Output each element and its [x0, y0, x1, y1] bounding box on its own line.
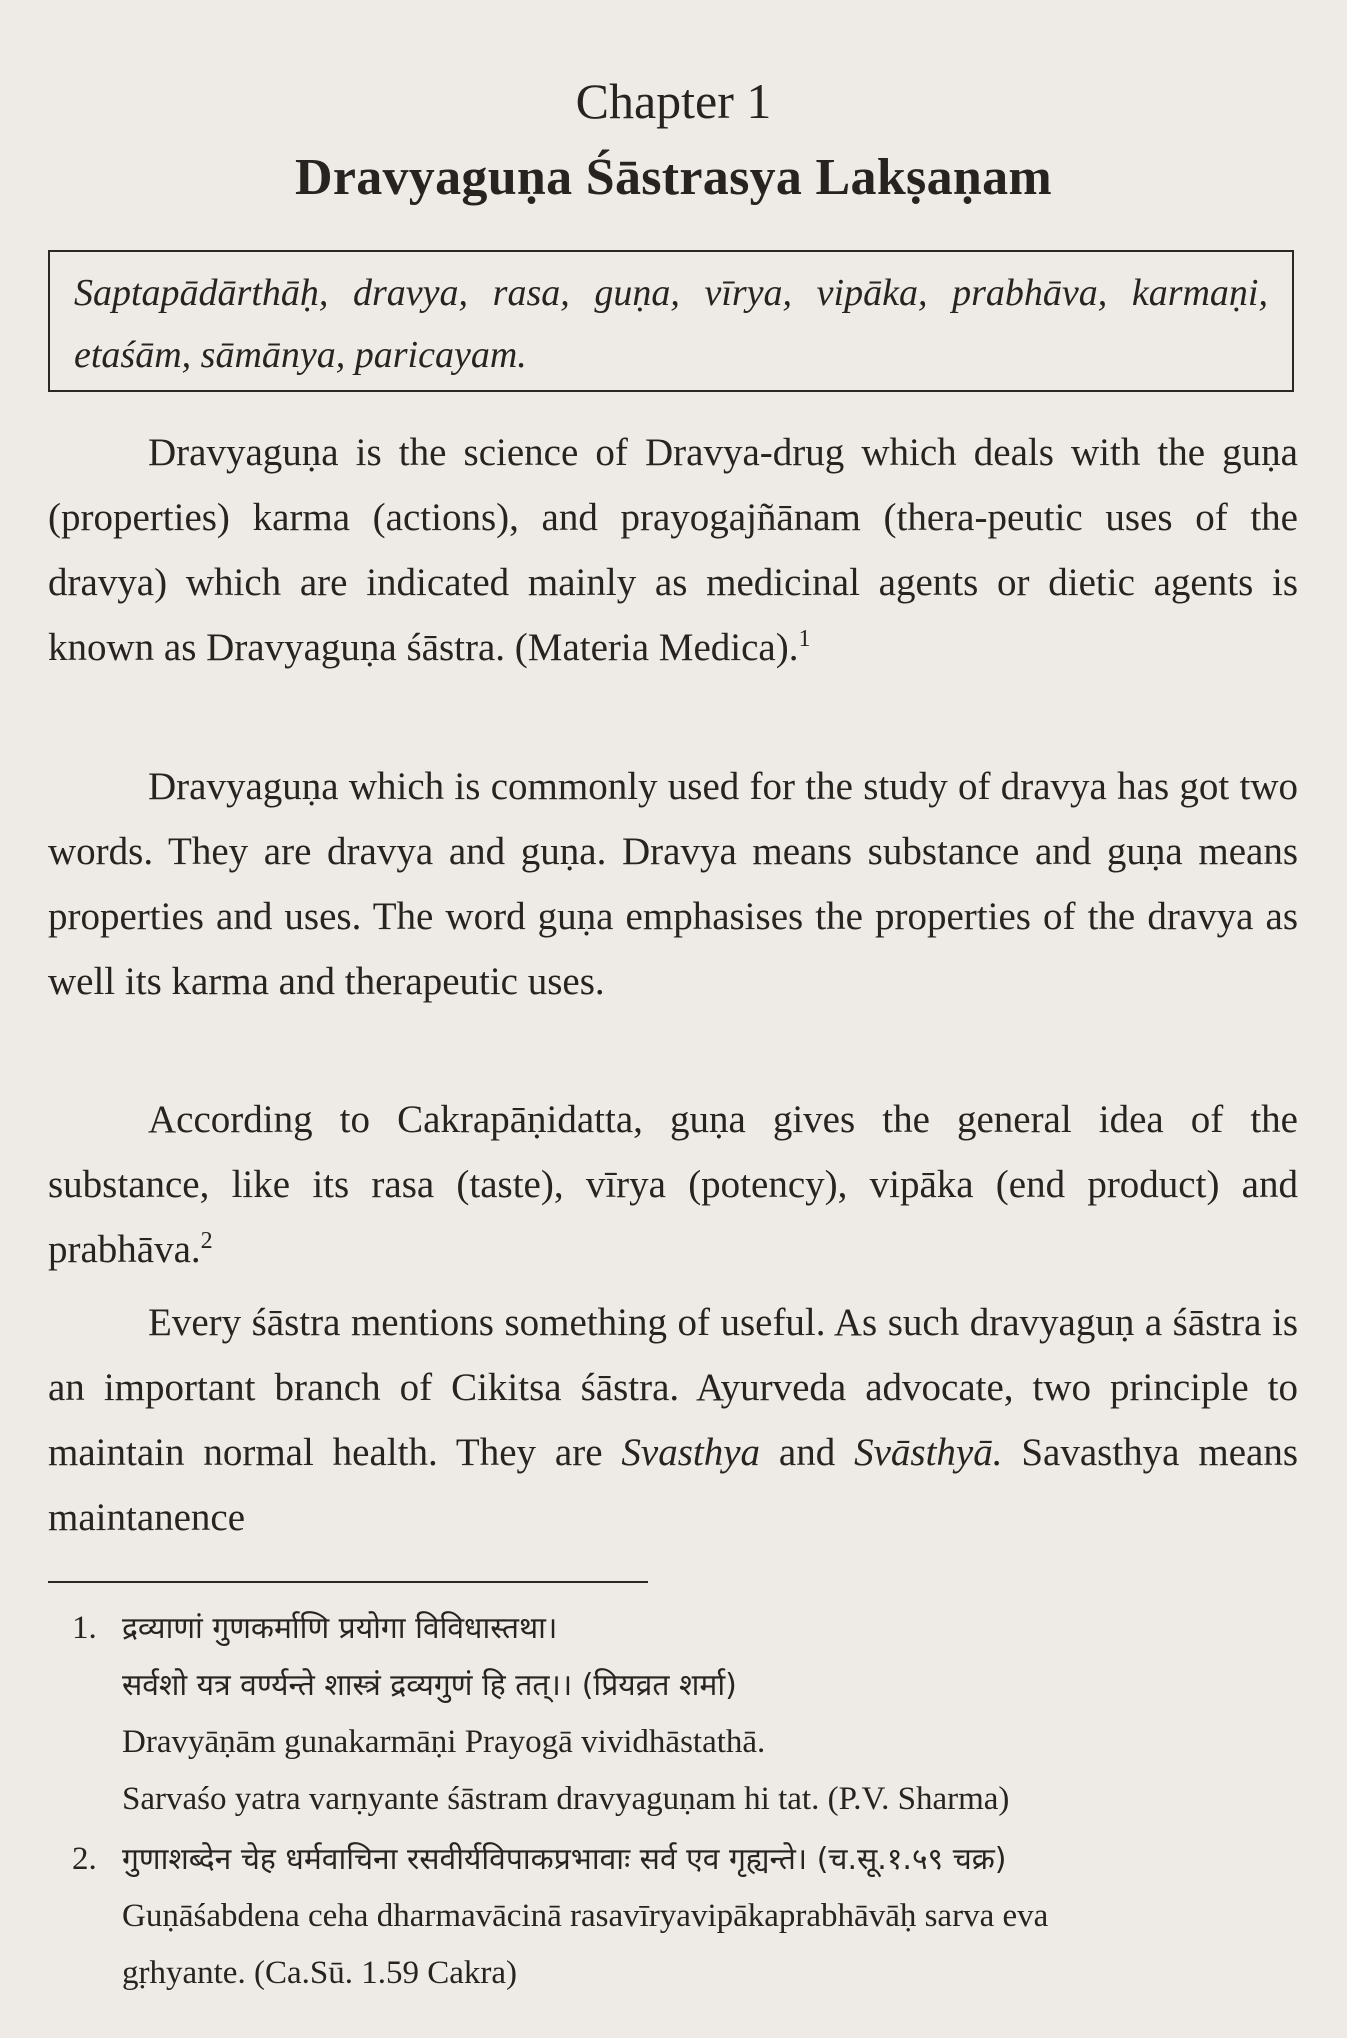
paragraph-sastra [48, 1290, 1298, 1550]
paragraph-text: Savasthya means maintanence [48, 1431, 1298, 1539]
footnote-line [72, 1831, 1312, 1888]
paragraph-text: According to Cakrapāṇidatta, guṇa gives the general idea of the substance, like its rasa (taste), vīrya (potency), vipāka (end product) and prabhāva. [48, 1098, 1298, 1271]
paragraph-text: Dravyaguṇa which is commonly used for the study of dravya has got two words. They are dravya and guṇa. Dravya means substance and guṇa means properties and uses. The word guṇa emphasises the properties of the dravya as well its karma and therapeutic uses. [48, 765, 1298, 1003]
footnote-line [72, 1600, 1312, 1657]
keyword-box: Saptapādārthāḥ, dravya, rasa, guṇa, vīrya, vipāka, prabhāva, karmaṇi, etaśām, sāmānya, paricayam. [48, 250, 1294, 392]
term-svasthya: Svasthya [621, 1431, 761, 1474]
paragraph-text: and [760, 1431, 855, 1474]
footnote-transliteration: Guṇāśabdena ceha dharmavācinā rasavīryavipākaprabhāvāḥ sarva eva [122, 1898, 1049, 1934]
footnote-1 [72, 1600, 1312, 1828]
footnote-ref-1[interactable]: 1 [798, 626, 811, 652]
footnote-divider [48, 1581, 648, 1583]
paragraph-two-words [48, 754, 1298, 1014]
footnote-number: 1. [72, 1610, 97, 1646]
paragraph-text: Every śāstra mentions something of useful. As such dravyaguṇ a śāstra is an important branch of Cikitsa śāstra. Ayurveda advocate, two principle to maintain normal health. They are [48, 1301, 1298, 1474]
chapter-title: Dravyaguṇa Śāstrasya Lakṣaṇam [294, 149, 1053, 206]
footnote-number: 2. [72, 1841, 97, 1877]
footnote-2 [72, 1831, 1312, 2002]
footnote-sanskrit: गुणाशब्देन चेह धर्मवाचिना रसवीर्यविपाकप्रभावाः सर्व एव गृह्यन्ते। (च.सू.१.५९ चक्र) [122, 1842, 1007, 1877]
paragraph-definition [48, 420, 1298, 680]
footnote-transliteration: Dravyāṇām gunakarmāṇi Prayogā vividhāstathā. [122, 1724, 766, 1760]
footnote-sanskrit: द्रव्याणां गुणकर्माणि प्रयोगा विविधास्तथा। [122, 1611, 558, 1646]
footnote-transliteration: Sarvaśo yatra varṇyante śāstram dravyaguṇam hi tat. (P.V. Sharma) [122, 1781, 1010, 1817]
paragraph-text: Dravyaguṇa is the science of Dravya-drug which deals with the guṇa (properties) karma (actions), and prayogajñānam (thera-peutic uses of the dravya) which are indicated mainly as medicinal agents or dietic agents is known as Dravyaguṇa śāstra. (Materia Medica). [48, 431, 1298, 669]
footnote-ref-2[interactable]: 2 [200, 1228, 213, 1254]
footnote-sanskrit: सर्वशो यत्र वर्ण्यन्ते शास्त्रं द्रव्यगुणं हि तत्।। (प्रियव्रत शर्मा) [122, 1668, 737, 1703]
paragraph-cakrapanidatta [48, 1087, 1298, 1282]
term-svasthya-long: Svāsthyā. [854, 1431, 1003, 1474]
chapter-number: Chapter 1 [575, 73, 772, 129]
footnote-transliteration: gṛhyante. (Ca.Sū. 1.59 Cakra) [122, 1955, 517, 1991]
